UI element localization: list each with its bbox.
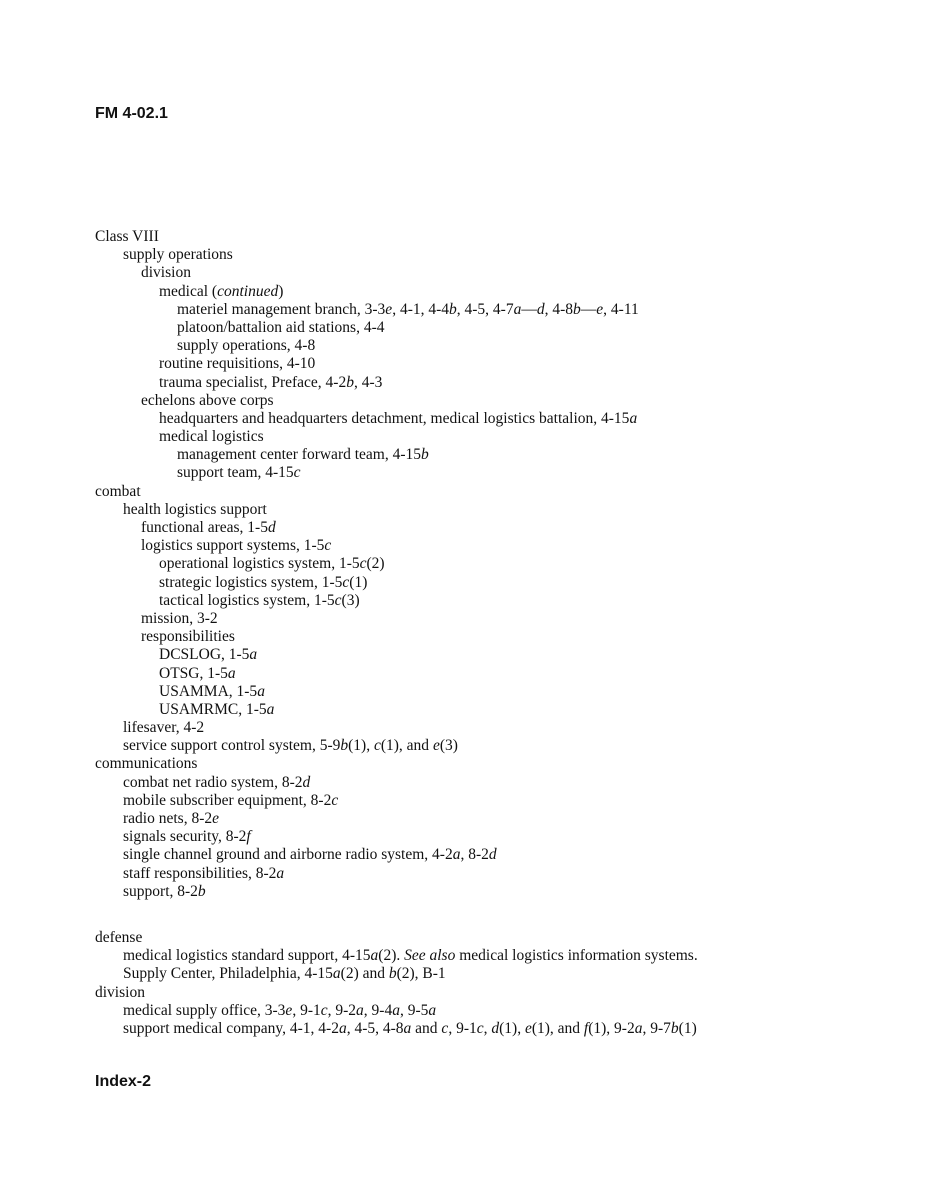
index-entry-text: functional areas, 1-5: [141, 519, 268, 536]
index-entry: [95, 592, 915, 610]
index-entry-text: (2), B-1: [396, 965, 446, 983]
index-entry-italic-text: b: [670, 1019, 679, 1037]
index-entry-text: signals security, 8-2: [123, 828, 247, 846]
index-entry: [95, 628, 915, 646]
index-entry: [95, 392, 915, 410]
index-entry: [95, 555, 915, 573]
index-entry-italic-text: a: [332, 965, 341, 983]
index-entry-text: , 9-5: [399, 1001, 429, 1019]
index-entry-text: Supply Center, Philadelphia, 4-15: [123, 965, 333, 983]
index-entry: [95, 883, 915, 901]
index-entry-italic-text: b: [388, 965, 397, 983]
index-entry-italic-text: continued: [217, 282, 279, 300]
index-entry-italic-text: c: [324, 537, 332, 555]
index-entry-italic-text: e: [212, 810, 219, 827]
index-entry-italic-text: a: [634, 1019, 643, 1037]
index-entry-italic-text: c: [342, 573, 350, 591]
index-entry-text: and: [411, 1019, 442, 1037]
index-entry: [95, 828, 915, 846]
index-entry-italic-text: c: [476, 1019, 484, 1037]
index-entry-italic-text: e: [385, 300, 393, 318]
index-entry-italic-text: d: [536, 300, 545, 318]
index-entry-text: , 9-7: [642, 1019, 671, 1037]
index-entry-text: , 4-11: [603, 300, 639, 318]
index-entry-text: —: [580, 300, 597, 318]
index-entry-text: (3): [341, 591, 360, 609]
index-entry-italic-text: See also: [404, 947, 456, 965]
index-entry-text: tactical logistics system, 1-5: [159, 591, 335, 609]
index-entry: [95, 947, 915, 965]
index-entry-text: division: [95, 983, 145, 1001]
index-entry-text: ,: [483, 1019, 492, 1037]
index-entry-text: communications: [95, 755, 198, 773]
index-entry-italic-text: d: [267, 519, 276, 536]
index-entry-italic-text: d: [491, 1019, 500, 1037]
index-entry-italic-text: f: [583, 1019, 589, 1037]
index-entry-text: , 4-3: [353, 373, 383, 391]
index-entry-text: (1), 9-2: [588, 1019, 635, 1037]
index-entry: [95, 846, 915, 864]
index-entry-italic-text: c: [293, 464, 301, 482]
index-entry-italic-text: e: [432, 737, 440, 755]
index-entry: [95, 984, 915, 1002]
index-entry-text: (3): [439, 737, 458, 755]
index-entry-text: echelons above corps: [141, 391, 274, 409]
index-entry: [95, 719, 915, 737]
index-entry-text: staff responsibilities, 8-2: [123, 864, 277, 882]
index-entry: [95, 792, 915, 810]
index-entry-text: headquarters and headquarters detachment, medical logistics battalion, 4-15: [159, 409, 630, 427]
index-entry-italic-text: a: [266, 700, 275, 718]
index-entry: [95, 355, 915, 373]
index-entry: [95, 574, 915, 592]
index-entry-text: , 4-8: [544, 300, 574, 318]
index-entry-text: division: [141, 264, 191, 282]
index-entry-text: support team, 4-15: [177, 464, 294, 482]
index-entry-italic-text: b: [346, 373, 354, 391]
index-entry-italic-text: b: [449, 300, 457, 318]
index-entry: [95, 228, 915, 246]
index-entry-text: supply operations, 4-8: [177, 337, 316, 355]
index-entry-text: (1),: [499, 1019, 525, 1037]
index-entry-text: medical logistics information systems.: [455, 947, 698, 965]
index-entry-text: combat: [95, 482, 141, 500]
index-entry-text: lifesaver, 4-2: [123, 719, 205, 737]
index-entry: [95, 464, 915, 482]
index-entry-italic-text: e: [285, 1001, 293, 1019]
index-entry-italic-text: a: [276, 864, 285, 882]
index-entry: [95, 965, 915, 983]
index-entry-text: medical (: [159, 282, 218, 300]
index-entry-text: mission, 3-2: [141, 609, 218, 627]
index-entry: [95, 301, 915, 319]
index-entry-text: , 4-1, 4-4: [392, 300, 450, 318]
index-entry: [95, 319, 915, 337]
index-entry-italic-text: b: [573, 300, 581, 318]
index-entry-italic-text: a: [403, 1019, 412, 1037]
index-entry-italic-text: a: [257, 682, 265, 700]
index-entry-text: (1),: [348, 737, 374, 755]
page-number-footer: Index-2: [95, 1073, 152, 1090]
index-entry-text: —: [521, 300, 537, 318]
index-entry: [95, 446, 915, 464]
index-entry-text: OTSG, 1-5: [159, 664, 228, 682]
index-entry-text: responsibilities: [141, 628, 235, 646]
index-section-gap: [95, 901, 915, 929]
index-entry-italic-text: b: [421, 446, 429, 464]
index-entry: [95, 501, 915, 519]
index-entry-text: Class VIII: [95, 228, 159, 245]
index-entry-text: platoon/battalion aid stations, 4-4: [177, 318, 385, 336]
index-entry-text: , 9-4: [363, 1001, 393, 1019]
index-entry-italic-text: d: [302, 773, 311, 791]
index-entry-text: medical logistics standard support, 4-15: [123, 947, 371, 965]
index-entry-italic-text: e: [596, 300, 604, 318]
index-entry-italic-text: a: [392, 1001, 400, 1019]
index-entry-text: single channel ground and airborne radio system, 4-2: [123, 846, 453, 864]
index-entry: [95, 428, 915, 446]
index-entry: [95, 337, 915, 355]
document-id-header: FM 4-02.1: [95, 105, 168, 122]
index-entry: [95, 1002, 915, 1020]
index-entry-text: support medical company, 4-1, 4-2: [123, 1019, 339, 1037]
index-entry-italic-text: c: [320, 1001, 328, 1019]
index-entry-text: trauma specialist, Preface, 4-2: [159, 373, 347, 391]
index-entry-text: combat net radio system, 8-2: [123, 773, 303, 791]
index-entry-text: (2).: [378, 947, 405, 965]
index-entry: [95, 283, 915, 301]
index-entry-text: (2): [366, 555, 385, 573]
index-entry-italic-text: c: [334, 591, 342, 609]
index-entry-text: , 9-2: [327, 1001, 357, 1019]
index-entry-text: routine requisitions, 4-10: [159, 355, 316, 373]
index-entry-text: service support control system, 5-9: [123, 737, 341, 755]
index-entry-text: (1): [349, 573, 368, 591]
index-entry-text: materiel management branch, 3-3: [177, 300, 386, 318]
index-entry: [95, 410, 915, 428]
index-entry-text: USAMMA, 1-5: [159, 682, 258, 700]
index-entry-text: , 8-2: [460, 846, 489, 864]
index-list: [95, 228, 915, 1038]
index-entry-text: medical logistics: [159, 428, 264, 446]
index-entry-italic-text: a: [356, 1001, 364, 1019]
index-entry-text: medical supply office, 3-3: [123, 1001, 286, 1019]
index-entry: [95, 737, 915, 755]
index-entry-text: USAMRMC, 1-5: [159, 700, 267, 718]
index-entry-italic-text: a: [338, 1019, 347, 1037]
index-entry-text: (1), and: [531, 1019, 584, 1037]
index-entry: [95, 683, 915, 701]
index-entry-italic-text: c: [373, 737, 381, 755]
index-entry-text: operational logistics system, 1-5: [159, 555, 360, 573]
index-entry: [95, 374, 915, 392]
index-entry-text: support, 8-2: [123, 882, 198, 900]
index-entry-text: (1): [678, 1019, 697, 1037]
index-entry: [95, 929, 915, 947]
index-entry-text: supply operations: [123, 246, 233, 264]
index-entry-text: strategic logistics system, 1-5: [159, 573, 343, 591]
index-entry-italic-text: c: [331, 791, 339, 809]
index-entry: [95, 810, 915, 828]
index-entry: [95, 755, 915, 773]
index-entry-text: (2) and: [340, 965, 389, 983]
index-entry: [95, 610, 915, 628]
index-entry-italic-text: f: [246, 828, 251, 846]
index-entry-text: ): [278, 282, 284, 300]
index-entry: [95, 537, 915, 555]
index-entry-text: (1), and: [380, 737, 433, 755]
index-entry-text: logistics support systems, 1-5: [141, 537, 325, 555]
index-entry: [95, 264, 915, 282]
index-entry-text: , 9-1: [448, 1019, 477, 1037]
index-entry-text: radio nets, 8-2: [123, 810, 213, 827]
index-entry-text: management center forward team, 4-15: [177, 446, 422, 464]
index-entry: [95, 701, 915, 719]
index-entry: [95, 665, 915, 683]
index-entry-italic-text: e: [524, 1019, 532, 1037]
index-entry-italic-text: a: [249, 646, 258, 664]
index-entry-italic-text: a: [513, 300, 522, 318]
index-entry-italic-text: a: [370, 947, 379, 965]
index-entry-text: , 4-5, 4-8: [346, 1019, 404, 1037]
index-entry: [95, 1020, 915, 1038]
index-entry: [95, 519, 915, 537]
index-entry-italic-text: a: [227, 664, 236, 682]
index-entry: [95, 483, 915, 501]
index-entry-italic-text: c: [359, 555, 367, 573]
index-entry-text: mobile subscriber equipment, 8-2: [123, 791, 332, 809]
index-entry-text: , 4-5, 4-7: [456, 300, 514, 318]
index-entry: [95, 646, 915, 664]
index-entry-text: DCSLOG, 1-5: [159, 646, 250, 664]
index-entry-italic-text: a: [428, 1001, 437, 1019]
index-entry-italic-text: a: [629, 409, 638, 427]
index-entry-italic-text: a: [452, 846, 461, 864]
index-entry-text: health logistics support: [123, 500, 267, 518]
index-entry: [95, 865, 915, 883]
index-entry: [95, 774, 915, 792]
index-entry-italic-text: c: [441, 1019, 449, 1037]
index-entry: [95, 246, 915, 264]
index-entry-text: defense: [95, 928, 143, 946]
index-entry-italic-text: b: [197, 882, 206, 900]
index-entry-text: , 9-1: [292, 1001, 321, 1019]
index-entry-italic-text: d: [488, 846, 497, 864]
index-entry-italic-text: b: [340, 737, 349, 755]
